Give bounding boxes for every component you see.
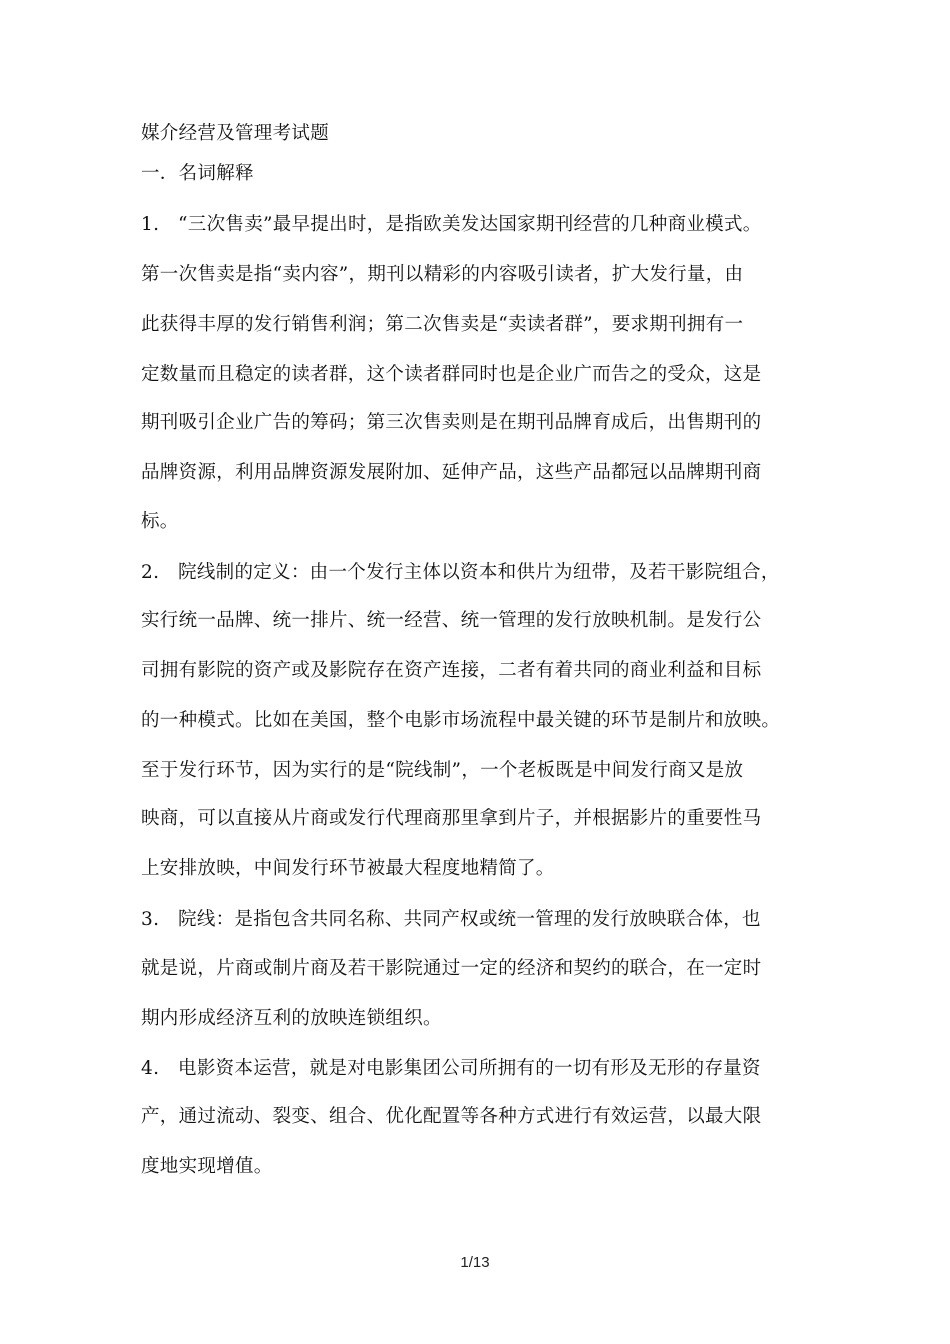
paragraph-line: 期内形成经济互利的放映连锁组织。 [141,1008,442,1029]
paragraph-line: 的一种模式。比如在美国，整个电影市场流程中最关键的环节是制片和放映。 [141,710,781,731]
paragraph-line: 实行统一品牌、统一排片、统一经营、统一管理的发行放映机制。是发行公 [141,610,762,631]
paragraph-line: 第一次售卖是指“卖内容”，期刊以精彩的内容吸引读者，扩大发行量，由 [141,264,744,285]
paragraph-line: 此获得丰厚的发行销售利润；第二次售卖是“卖读者群”，要求期刊拥有一 [141,314,744,335]
paragraph-line: 4. 电影资本运营，就是对电影集团公司所拥有的一切有形及无形的存量资 [141,1058,761,1079]
section-heading: 一．名词解释 [141,163,254,184]
paragraph-line: 期刊吸引企业广告的筹码；第三次售卖则是在期刊品牌育成后，出售期刊的 [141,412,762,433]
paragraph-line: 品牌资源，利用品牌资源发展附加、延伸产品，这些产品都冠以品牌期刊商 [141,462,762,483]
paragraph-line: 司拥有影院的资产或及影院存在资产连接，二者有着共同的商业利益和目标 [141,660,762,681]
document-title: 媒介经营及管理考试题 [141,123,330,144]
paragraph-line: 1. “三次售卖”最早提出时，是指欧美发达国家期刊经营的几种商业模式。 [141,214,762,235]
paragraph-line: 至于发行环节，因为实行的是“院线制”，一个老板既是中间发行商又是放 [141,760,744,781]
paragraph-line: 定数量而且稳定的读者群，这个读者群同时也是企业广而告之的受众，这是 [141,364,762,385]
paragraph-line: 映商，可以直接从片商或发行代理商那里拿到片子，并根据影片的重要性马 [141,808,762,829]
paragraph-line: 上安排放映，中间发行环节被最大程度地精简了。 [141,858,555,879]
paragraph-line: 产，通过流动、裂变、组合、优化配置等各种方式进行有效运营，以最大限 [141,1106,762,1127]
paragraph-line: 2. 院线制的定义：由一个发行主体以资本和供片为纽带，及若干影院组合， [141,562,780,583]
paragraph-line: 就是说，片商或制片商及若干影院通过一定的经济和契约的联合，在一定时 [141,958,762,979]
paragraph-line: 标。 [141,511,179,532]
paragraph-line: 度地实现增值。 [141,1156,273,1177]
page-number: 1/13 [460,1254,490,1271]
paragraph-line: 3. 院线：是指包含共同名称、共同产权或统一管理的发行放映联合体，也 [141,909,761,930]
